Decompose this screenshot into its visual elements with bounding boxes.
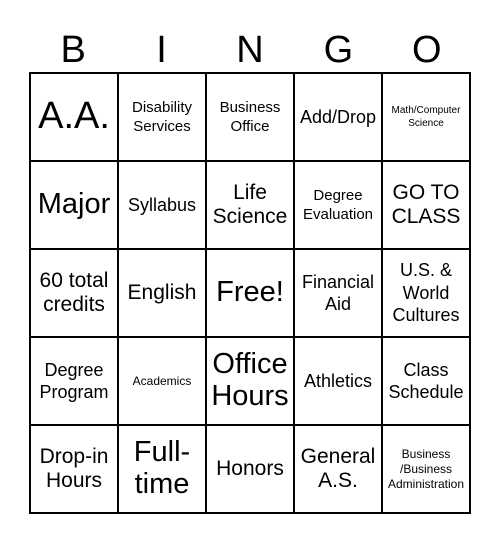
header-letter-i: I — [156, 29, 167, 71]
bingo-cell[interactable]: Office Hours — [206, 337, 294, 425]
bingo-cell[interactable]: Life Science — [206, 161, 294, 249]
bingo-cell[interactable]: Disability Services — [118, 73, 206, 161]
bingo-header — [29, 28, 471, 72]
bingo-card — [29, 72, 471, 514]
bingo-cell[interactable]: Honors — [206, 425, 294, 513]
bingo-cell[interactable]: Add/Drop — [294, 73, 382, 161]
bingo-cell[interactable]: Business Office — [206, 73, 294, 161]
bingo-cell[interactable]: Academics — [118, 337, 206, 425]
header-letter-g: G — [323, 29, 354, 71]
bingo-cell[interactable]: U.S. & World Cultures — [382, 249, 470, 337]
bingo-cell[interactable]: Full-time — [118, 425, 206, 513]
bingo-cell[interactable]: Degree Evaluation — [294, 161, 382, 249]
bingo-cell[interactable]: Class Schedule — [382, 337, 470, 425]
bingo-cell[interactable]: Financial Aid — [294, 249, 382, 337]
bingo-cell[interactable]: Degree Program — [30, 337, 118, 425]
bingo-cell[interactable]: Math/Computer Science — [382, 73, 470, 161]
header-letter-b: B — [60, 29, 86, 71]
bingo-cell[interactable]: 60 total credits — [30, 249, 118, 337]
bingo-cell[interactable]: Syllabus — [118, 161, 206, 249]
bingo-cell[interactable]: Major — [30, 161, 118, 249]
bingo-cell[interactable]: GO TO CLASS — [382, 161, 470, 249]
bingo-cell[interactable]: English — [118, 249, 206, 337]
bingo-cell[interactable]: General A.S. — [294, 425, 382, 513]
bingo-cell[interactable]: A.A. — [30, 73, 118, 161]
bingo-cell[interactable]: Athletics — [294, 337, 382, 425]
bingo-cell free-space[interactable]: Free! — [206, 249, 294, 337]
header-letter-o: O — [412, 29, 442, 71]
header-letter-n: N — [236, 29, 264, 71]
bingo-cell[interactable]: Business /Business Administration — [382, 425, 470, 513]
bingo-cell[interactable]: Drop-in Hours — [30, 425, 118, 513]
